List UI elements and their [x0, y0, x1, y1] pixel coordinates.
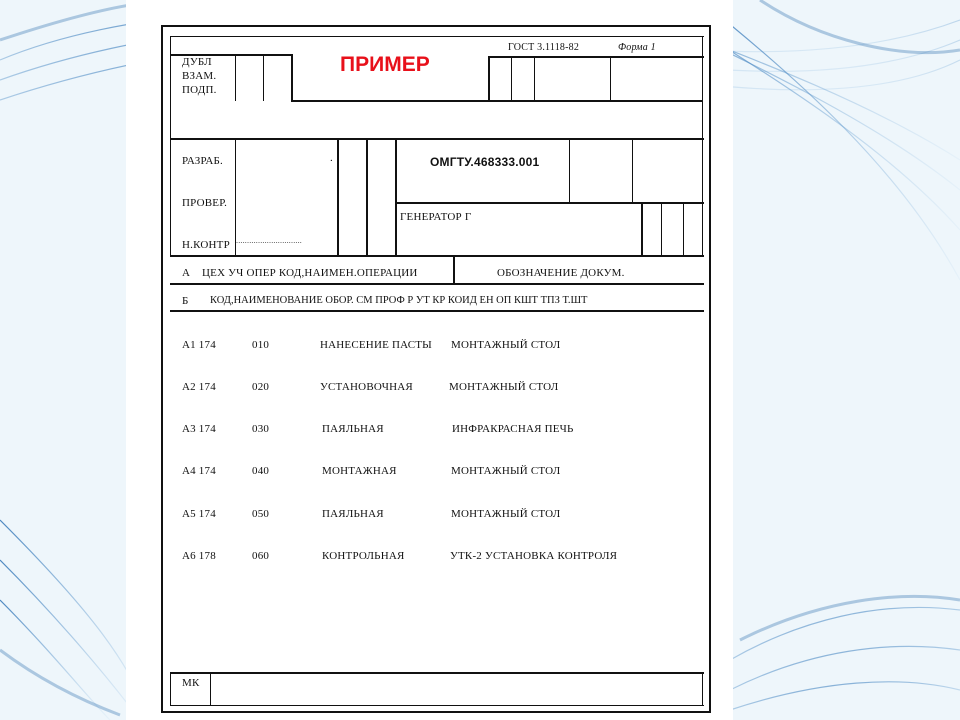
divider [488, 56, 490, 102]
razrab-label: РАЗРАБ. [182, 155, 224, 167]
stamp-podp: ПОДП. [182, 84, 217, 96]
operation-number: 040 [252, 465, 270, 477]
operation-equipment: МОНТАЖНЫЙ СТОЛ [451, 465, 561, 477]
divider [702, 140, 703, 256]
operation-row-id: А5 174 [182, 508, 216, 520]
mk-label: МК [182, 677, 200, 689]
divider [170, 140, 171, 256]
operation-name: УСТАНОВОЧНАЯ [320, 381, 413, 393]
divider [170, 672, 704, 674]
operation-name: ПАЯЛЬНАЯ [322, 508, 384, 520]
operation-number: 010 [252, 339, 270, 351]
stamp-vzam: ВЗАМ. [182, 70, 217, 82]
operation-number: 050 [252, 508, 270, 520]
prover-label: ПРОВЕР. [182, 197, 228, 209]
stamp-dubl: ДУБЛ [182, 56, 212, 68]
operation-equipment: УТК-2 УСТАНОВКА КОНТРОЛЯ [450, 550, 618, 562]
divider [366, 140, 368, 256]
divider [170, 310, 704, 312]
divider [661, 204, 662, 256]
divider [683, 204, 684, 256]
divider [291, 54, 293, 102]
operation-row-id: А3 174 [182, 423, 216, 435]
divider [641, 204, 643, 256]
divider [291, 100, 703, 102]
divider [395, 140, 397, 256]
divider [488, 56, 704, 58]
operation-row-id: А1 174 [182, 339, 216, 351]
header-a-columns: ЦЕХ УЧ ОПЕР КОД,НАИМЕН.ОПЕРАЦИИ [202, 267, 418, 279]
operation-row-id: А2 174 [182, 381, 216, 393]
divider [170, 283, 704, 285]
nkontr-signature-line: .............................. [236, 236, 302, 245]
divider [170, 36, 704, 37]
operation-row-id: А6 178 [182, 550, 216, 562]
operation-equipment: МОНТАЖНЫЙ СТОЛ [451, 508, 561, 520]
divider [511, 58, 512, 101]
divider [170, 138, 704, 140]
operation-name: ПАЯЛЬНАЯ [322, 423, 384, 435]
operation-name: НАНЕСЕНИЕ ПАСТЫ [320, 339, 432, 351]
route-card-frame [161, 25, 711, 713]
razrab-mark: . [330, 152, 333, 164]
divider [534, 58, 535, 101]
form-label: Форма 1 [618, 42, 656, 53]
divider [337, 140, 339, 256]
divider [569, 140, 570, 202]
operation-name: КОНТРОЛЬНАЯ [322, 550, 405, 562]
divider [396, 202, 704, 204]
operation-equipment: МОНТАЖНЫЙ СТОЛ [451, 339, 561, 351]
divider [170, 255, 704, 257]
divider [235, 56, 236, 101]
divider [210, 674, 211, 706]
header-a-label: А [182, 267, 191, 279]
divider [632, 140, 633, 202]
divider [263, 56, 264, 101]
operation-name: МОНТАЖНАЯ [322, 465, 397, 477]
header-b-columns: КОД,НАИМЕНОВАНИЕ ОБОР. СМ ПРОФ Р УТ КР КОИД ЕН ОП КШТ ТПЗ Т.ШТ [210, 295, 588, 306]
header-a-doc-designation: ОБОЗНАЧЕНИЕ ДОКУМ. [497, 267, 625, 279]
divider [610, 58, 611, 101]
divider [170, 672, 171, 706]
divider [453, 257, 455, 283]
divider [170, 705, 704, 706]
divider [702, 672, 703, 706]
operation-number: 060 [252, 550, 270, 562]
divider [170, 36, 171, 139]
operation-equipment: ИНФРАКРАСНАЯ ПЕЧЬ [452, 423, 574, 435]
gost-label: ГОСТ 3.1118-82 [508, 42, 580, 53]
operation-number: 030 [252, 423, 270, 435]
divider [702, 36, 703, 139]
operation-number: 020 [252, 381, 270, 393]
product-name: ГЕНЕРАТОР Г [400, 211, 472, 223]
header-b-label: Б [182, 295, 189, 307]
page-title: ПРИМЕР [340, 53, 430, 76]
operation-row-id: А4 174 [182, 465, 216, 477]
operation-equipment: МОНТАЖНЫЙ СТОЛ [449, 381, 559, 393]
document-number: ОМГТУ.468333.001 [430, 155, 540, 169]
nkontr-label: Н.КОНТР [182, 239, 230, 251]
